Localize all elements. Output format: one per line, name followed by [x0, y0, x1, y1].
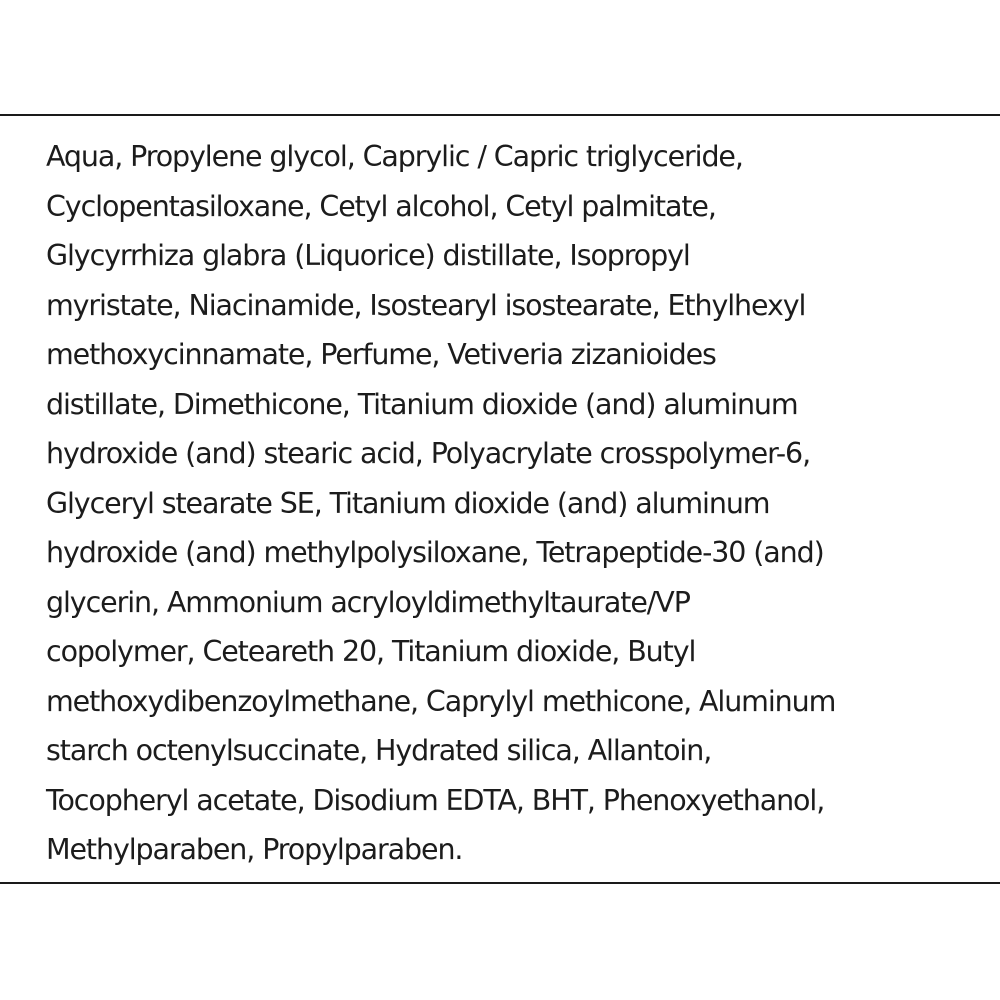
ingredients-line: methoxydibenzoylmethane, Caprylyl methicone, Aluminum [46, 684, 836, 718]
ingredients-line: hydroxide (and) stearic acid, Polyacrylate crosspolymer-6, [46, 437, 811, 470]
ingredients-line: Glyceryl stearate SE, Titanium dioxide (and) aluminum [46, 486, 770, 520]
ingredients-text-block [46, 132, 946, 875]
ingredients-line: Cyclopentasiloxane, Cetyl alcohol, Cetyl palmitate, [46, 189, 716, 223]
ingredients-line: Tocopheryl acetate, Disodium EDTA, BHT, Phenoxyethanol, [46, 783, 825, 817]
ingredients-line: myristate, Niacinamide, Isostearyl isostearate, Ethylhexyl [46, 288, 806, 322]
ingredients-line: copolymer, Ceteareth 20, Titanium dioxide, Butyl [46, 635, 696, 668]
ingredients-line: Glycyrrhiza glabra (Liquorice) distillate, Isopropyl [46, 239, 690, 272]
ingredients-line: methoxycinnamate, Perfume, Vetiveria zizanioides [46, 338, 716, 371]
ingredients-line: hydroxide (and) methylpolysiloxane, Tetrapeptide-30 (and) [46, 536, 824, 569]
ingredients-line: distillate, Dimethicone, Titanium dioxide (and) aluminum [46, 387, 798, 421]
ingredients-line: glycerin, Ammonium acryloyldimethyltaurate/VP [46, 585, 690, 619]
ingredients-line: Methylparaben, Propylparaben. [46, 833, 463, 866]
ingredients-label-panel [0, 114, 1000, 884]
ingredients-line: Aqua, Propylene glycol, Caprylic / Capric triglyceride, [46, 140, 743, 173]
ingredients-line: starch octenylsuccinate, Hydrated silica, Allantoin, [46, 734, 712, 767]
